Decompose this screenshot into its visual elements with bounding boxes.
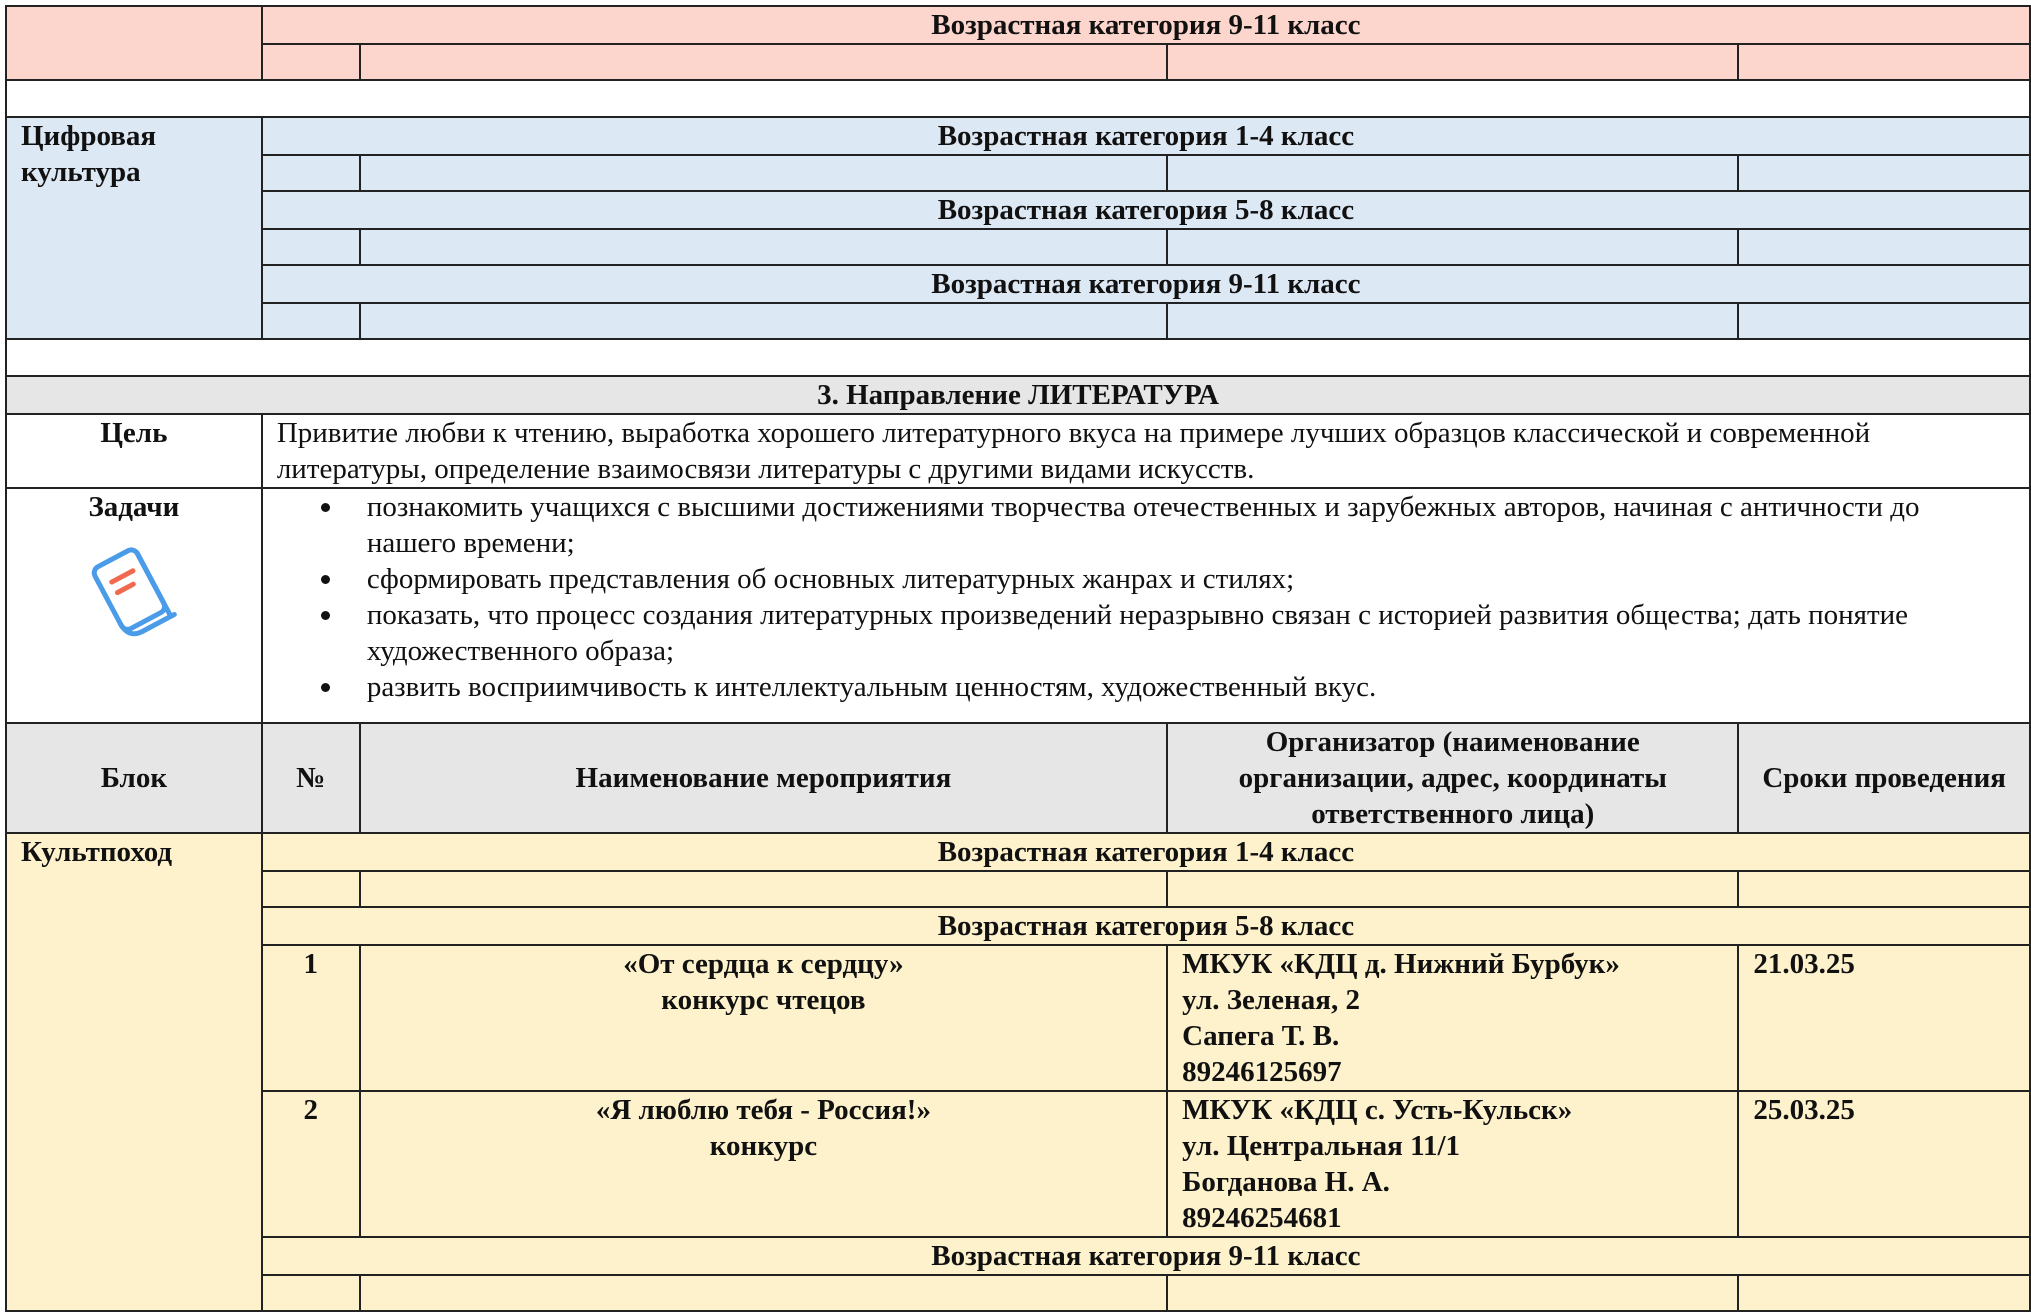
organizer-person: Богданова Н. А.: [1182, 1166, 1390, 1198]
empty-cell: [1167, 155, 1738, 191]
task-item: сформировать представления об основных литературных жанрах и стилях;: [367, 561, 2015, 597]
category-9-11-header: Возрастная категория 9-11 класс: [262, 265, 2030, 303]
empty-cell: [360, 1275, 1168, 1311]
tasks-content-cell: [262, 488, 2030, 723]
col-header-block: Блок: [6, 723, 262, 833]
col-header-dates: Сроки проведения: [1738, 723, 2030, 833]
event-date: 25.03.25: [1738, 1091, 2030, 1237]
tasks-list: [277, 489, 2015, 705]
tasks-label: Задачи: [88, 491, 180, 523]
event-type: конкурс: [709, 1130, 818, 1162]
category-9-11-header: Возрастная категория 9-11 класс: [262, 6, 2030, 44]
empty-cell: [1738, 871, 2030, 907]
organizer-address: ул. Центральная 11/1: [1182, 1130, 1461, 1162]
empty-cell: [1167, 303, 1738, 339]
task-item: познакомить учащихся с высшими достижениями творчества отечественных и зарубежных авторов, начиная с античности до нашего времени;: [367, 489, 2015, 561]
event-date: 21.03.25: [1738, 945, 2030, 1091]
event-title: «Я люблю тебя - Россия!»: [595, 1094, 931, 1126]
empty-cell: [1167, 44, 1738, 80]
spacer-row: [6, 339, 2030, 376]
event-title: «От сердца к сердцу»: [623, 948, 904, 980]
event-number: 1: [262, 945, 360, 1091]
category-1-4-header: Возрастная категория 1-4 класс: [262, 833, 2030, 871]
event-name-cell: [360, 945, 1168, 1091]
event-row: [6, 1091, 2030, 1237]
empty-cell: [1738, 155, 2030, 191]
empty-cell: [360, 303, 1168, 339]
empty-cell: [360, 155, 1168, 191]
empty-cell: [360, 44, 1168, 80]
events-plan-table: [5, 5, 2031, 1312]
empty-cell: [1738, 1275, 2030, 1311]
empty-cell: [262, 155, 360, 191]
organizer-name: МКУК «КДЦ с. Усть-Кульск»: [1182, 1094, 1573, 1126]
col-header-organizer: Организатор (наименование организации, адрес, координаты ответственного лица): [1167, 723, 1738, 833]
book-icon: [84, 539, 184, 649]
empty-cell: [1167, 871, 1738, 907]
digital-culture-label: Цифровая культура: [6, 117, 262, 339]
category-1-4-header: Возрастная категория 1-4 класс: [262, 117, 2030, 155]
empty-cell: [262, 303, 360, 339]
empty-cell: [1167, 1275, 1738, 1311]
literature-section-heading: 3. Направление ЛИТЕРАТУРА: [6, 376, 2030, 414]
event-number: 2: [262, 1091, 360, 1237]
event-organizer-cell: [1167, 945, 1738, 1091]
empty-cell: [1738, 229, 2030, 265]
empty-cell: [1167, 229, 1738, 265]
empty-cell: [262, 44, 360, 80]
spacer-row: [6, 80, 2030, 117]
empty-cell: [262, 871, 360, 907]
goal-label: Цель: [6, 414, 262, 488]
prev-block-cell: [6, 6, 262, 80]
event-type: конкурс чтецов: [661, 984, 866, 1016]
empty-cell: [360, 229, 1168, 265]
category-5-8-header: Возрастная категория 5-8 класс: [262, 907, 2030, 945]
empty-cell: [262, 1275, 360, 1311]
task-item: развить восприимчивость к интеллектуальным ценностям, художественный вкус.: [367, 669, 2015, 705]
col-header-number: №: [262, 723, 360, 833]
event-row: [6, 945, 2030, 1091]
task-item: показать, что процесс создания литературных произведений неразрывно связан с историей развития общества; дать понятие художественного образа;: [367, 597, 2015, 669]
category-9-11-header: Возрастная категория 9-11 класс: [262, 1237, 2030, 1275]
goal-text: Привитие любви к чтению, выработка хорошего литературного вкуса на примере лучших образцов классической и современной литературы, определение взаимосвязи литературы с другими видами искусств.: [262, 414, 2030, 488]
empty-cell: [1738, 303, 2030, 339]
event-name-cell: [360, 1091, 1168, 1237]
organizer-phone: 89246254681: [1182, 1202, 1342, 1234]
organizer-phone: 89246125697: [1182, 1056, 1342, 1088]
tasks-label-cell: [6, 488, 262, 723]
empty-cell: [1738, 44, 2030, 80]
organizer-name: МКУК «КДЦ д. Нижний Бурбук»: [1182, 948, 1620, 980]
col-header-event-name: Наименование мероприятия: [360, 723, 1168, 833]
kultpohod-label: Культпоход: [6, 833, 262, 1311]
organizer-address: ул. Зеленая, 2: [1182, 984, 1360, 1016]
empty-cell: [262, 229, 360, 265]
empty-cell: [360, 871, 1168, 907]
event-organizer-cell: [1167, 1091, 1738, 1237]
organizer-person: Сапега Т. В.: [1182, 1020, 1340, 1052]
category-5-8-header: Возрастная категория 5-8 класс: [262, 191, 2030, 229]
